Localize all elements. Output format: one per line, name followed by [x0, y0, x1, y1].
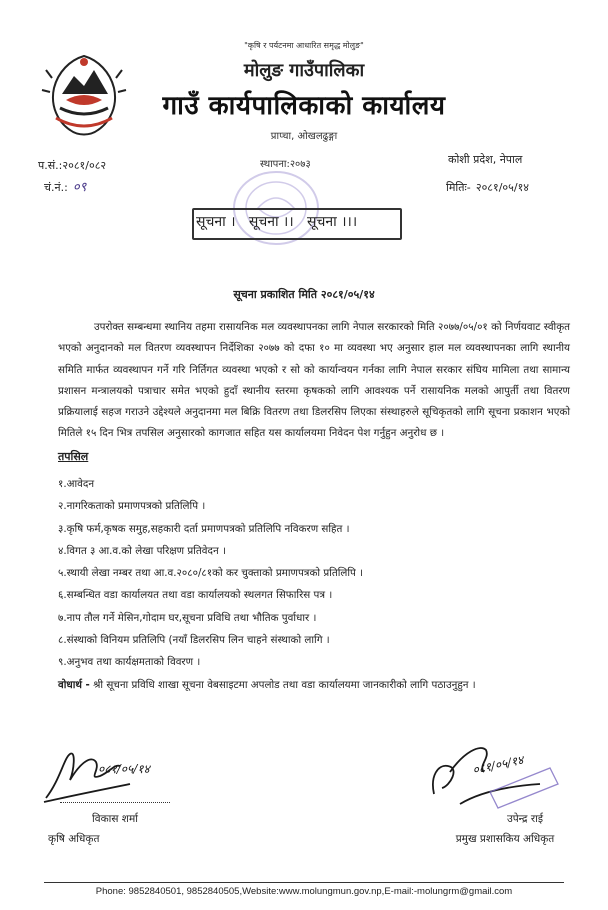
province-name: कोशी प्रदेश, नेपाल	[448, 153, 523, 166]
notice-title: सूचना । सूचना ।। सूचना ।।।	[196, 214, 358, 230]
date-value: २०८१/०५/१४	[475, 181, 530, 194]
slogan: "कृषि र पर्यटनमा आधारित समृद्ध मोलुङ"	[244, 41, 364, 50]
left-signer-title: कृषि अधिकृत	[48, 833, 100, 845]
footer-divider	[44, 882, 564, 883]
list-item: ६.सम्बन्धित वडा कार्यालयत तथा वडा कार्यालयको स्थलगत सिफारिस पत्र ।	[58, 589, 333, 602]
letter-date	[446, 176, 529, 195]
reference-number: प.सं.:२०८१/०८२	[38, 159, 107, 172]
left-signer-name: विकास शर्मा	[92, 813, 138, 825]
date-label: मितिः-	[446, 181, 471, 194]
office-address: प्राप्चा, ओखलढुङ्गा	[270, 131, 338, 142]
office-title: गाउँ कार्यपालिकाको कार्यालय	[162, 91, 446, 121]
list-item: ३.कृषि फर्म,कृषक समुह,सहकारी दर्ता प्रमाणपत्रको प्रतिलिपि नविकरण सहित ।	[58, 522, 350, 535]
notice-body: उपरोक्त सम्बन्धमा स्थानिय तहमा रासायनिक मल व्यवस्थापनका लागि नेपाल सरकारको मिति २०७७/०५/०१ को निर्णयवाट स्वीकृत भएको अनुदानको मल वितरण व्यवस्थापन निर्देशिका २०७७ को दफा १० मा व्यवस्था भए अनुसार हाल मल व्यवस्थापनका लागि स्थानीय समिति मार्फत व्यवस्थापन गर्ने गरि निर्तिगत व्यवस्था भएको र सो को कार्यान्वयन गर्नका लागि नेपाल सरकार संघिय मामिला तथा सामान्य प्रशासन मन्त्रालयको पत्राचार समेत भएको हुदाँ स्थानीय स्तरमा कृषकको लागि आवश्यक पर्ने रासायनिक मलको आपुर्ती तथा वितरण प्रक्रियालाई सहज गराउने उद्देश्यले अनुदानमा मल बिक्रि वितरण तथा डिलरसिप लिएका संस्थाहरुले सूचिकृतको लागि सूचना प्रकाशन भएको मितिले १५ दिन भित्र तपसिल अनुसारको कागजात सहित यस कार्यालयमा निवेदन पेश गर्नुहुन अनुरोध छ ।	[58, 321, 570, 440]
tapasil-heading: तपसिल	[58, 450, 89, 463]
list-item: ४.विगत ३ आ.व.को लेखा परिक्षण प्रतिवेदन ।	[58, 544, 226, 557]
tapasil-list	[58, 473, 558, 674]
cc-note-text: श्री सूचना प्रविधि शाखा सूचना वेबसाइटमा अपलोड तथा वडा कार्यालयमा जानकारीको लागि पठाउनुहुन ।	[89, 679, 476, 691]
list-item: ७.नाप तौल गर्ने मेसिन,गोदाम घर,सूचना प्रविधि तथा भौतिक पुर्वाधार ।	[58, 611, 317, 624]
nepal-emblem-icon	[40, 48, 128, 140]
cc-note-label: वोधार्थ -	[58, 679, 90, 691]
established-year: स्थापना:२०७३	[260, 159, 311, 170]
list-item: १.आवेदन	[58, 478, 95, 490]
footer-contact: Phone: 9852840501, 9852840505,Website:www.molungmun.gov.np,E-mail:-molungrm@gmail.com	[95, 886, 513, 897]
chalani-label: चं.नं.:	[44, 181, 68, 194]
list-item: २.नागरिकताको प्रमाणपत्रको प्रतिलिपि ।	[58, 500, 206, 513]
published-date: सूचना प्रकाशित मिति २०८१/०५/१४	[233, 288, 375, 301]
cc-note	[58, 678, 476, 692]
list-item: ५.स्थायी लेखा नम्बर तथा आ.व.२०८०/८१को कर चुक्ताको प्रमाणपत्रको प्रतिलिपि ।	[58, 567, 364, 580]
municipality-name: मोलुङ गाउँपालिका	[243, 60, 365, 81]
left-signature-line	[60, 802, 170, 803]
left-signature-date: ०८१/०५/१४	[98, 762, 150, 776]
right-signature-date: ०८१/०५/१४	[471, 752, 525, 778]
chalani-number	[44, 176, 86, 195]
list-item: ९.अनुभव तथा कार्यक्षमताको विवरण ।	[58, 656, 201, 669]
list-item: ८.संस्थाको विनियम प्रतिलिपि (नयाँ डिलरसिप लिन चाहने संस्थाको लागि ।	[58, 634, 330, 647]
right-signer-title: प्रमुख प्रशासकिय अधिकृत	[455, 833, 555, 845]
right-signer-name: उपेन्द्र राई	[506, 813, 544, 825]
chalani-value: ०९	[72, 180, 87, 195]
